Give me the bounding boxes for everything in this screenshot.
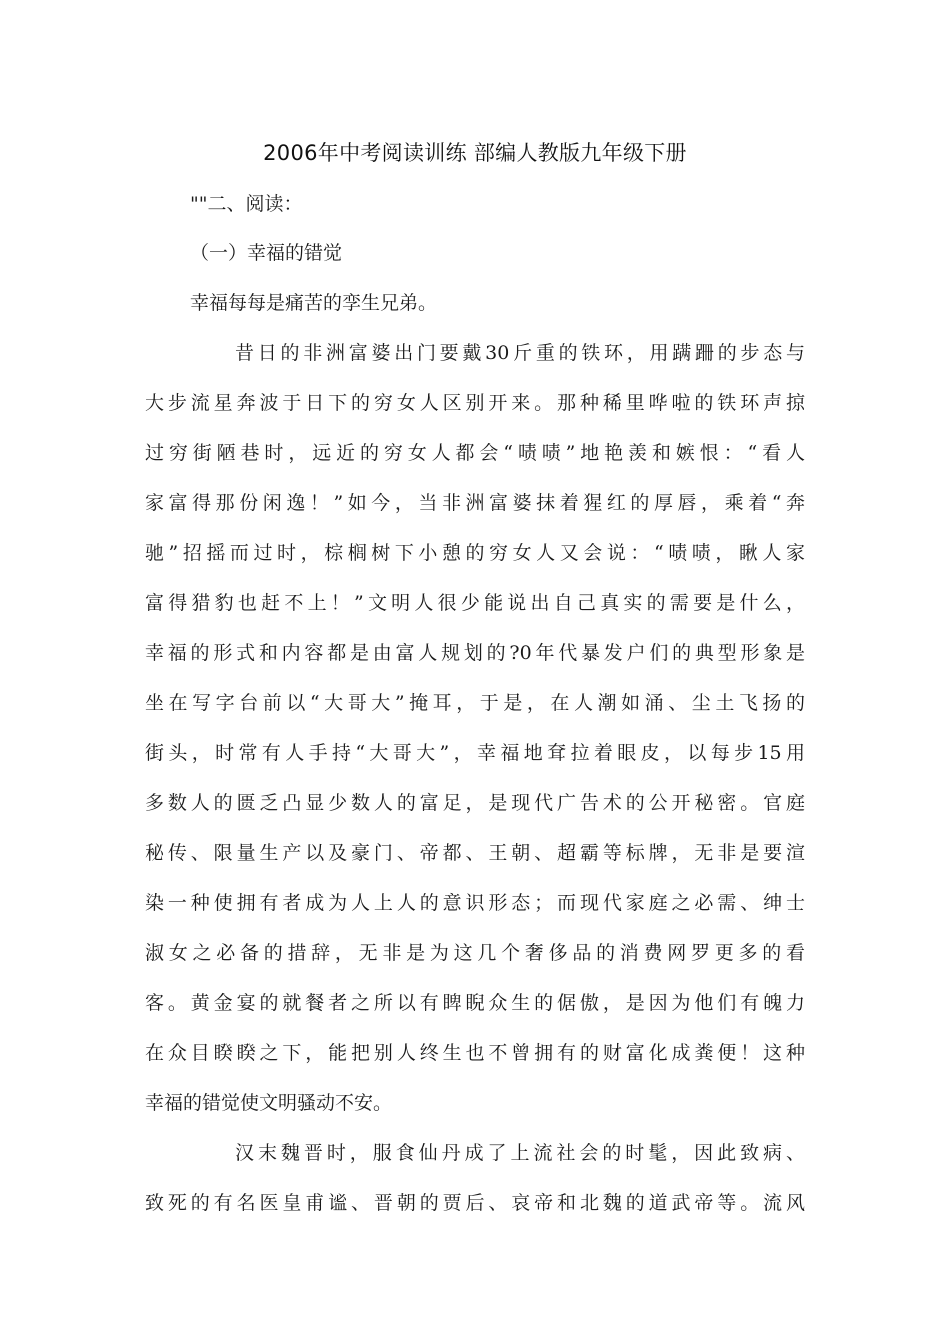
paragraph-line: 驰”招摇而过时，棕榈树下小憩的穷女人又会说：“啧啧，瞅人家	[145, 542, 805, 564]
paragraph-line: 昔日的非洲富婆出门要戴30斤重的铁环，用蹒跚的步态与	[235, 342, 805, 364]
paragraph-line: 汉末魏晋时，服食仙丹成了上流社会的时髦，因此致病、	[235, 1142, 805, 1164]
paragraph-line: 致死的有名医皇甫谧、晋朝的贾后、哀帝和北魏的道武帝等。流风	[145, 1192, 805, 1214]
paragraph-line: 淑女之必备的措辞，无非是为这几个奢侈品的消费网罗更多的看	[145, 942, 805, 964]
paragraph-line: 多数人的匮乏凸显少数人的富足，是现代广告术的公开秘密。官庭	[145, 792, 805, 814]
lead-sentence: 幸福每每是痛苦的孪生兄弟。	[190, 292, 438, 314]
paragraph-line: 染一种使拥有者成为人上人的意识形态；而现代家庭之必需、绅士	[145, 892, 805, 914]
sub-heading: （一）幸福的错觉	[190, 242, 343, 264]
paragraph-line: 家富得那份闲逸！”如今，当非洲富婆抹着猩红的厚唇，乘着“奔	[145, 492, 805, 514]
section-heading: ""二、阅读：	[190, 193, 303, 215]
paragraph-line: 富得猎豹也赶不上！”文明人很少能说出自己真实的需要是什么，	[145, 592, 805, 614]
paragraph-line: 街头，时常有人手持“大哥大”，幸福地耷拉着眼皮，以每步15用	[145, 742, 805, 764]
paragraph-line: 秘传、限量生产以及豪门、帝都、王朝、超霸等标牌，无非是要渲	[145, 842, 805, 864]
paragraph-line: 幸福的错觉使文明骚动不安。	[145, 1092, 393, 1114]
paragraph-line: 幸福的形式和内容都是由富人规划的?0年代暴发户们的典型形象是	[145, 642, 805, 664]
paragraph-line: 大步流星奔波于日下的穷女人区别开来。那种稀里哗啦的铁环声掠	[145, 392, 805, 414]
paragraph-line: 客。黄金宴的就餐者之所以有睥睨众生的倨傲，是因为他们有魄力	[145, 992, 805, 1014]
paragraph-line: 过穷街陋巷时，远近的穷女人都会“啧啧”地艳羡和嫉恨：“看人	[145, 442, 805, 464]
document-title: 2006年中考阅读训练 部编人教版九年级下册	[263, 141, 687, 165]
paragraph-line: 在众目睽睽之下，能把别人终生也不曾拥有的财富化成粪便！这种	[145, 1042, 805, 1064]
paragraph-line: 坐在写字台前以“大哥大”掩耳，于是，在人潮如涌、尘土飞扬的	[145, 692, 805, 714]
